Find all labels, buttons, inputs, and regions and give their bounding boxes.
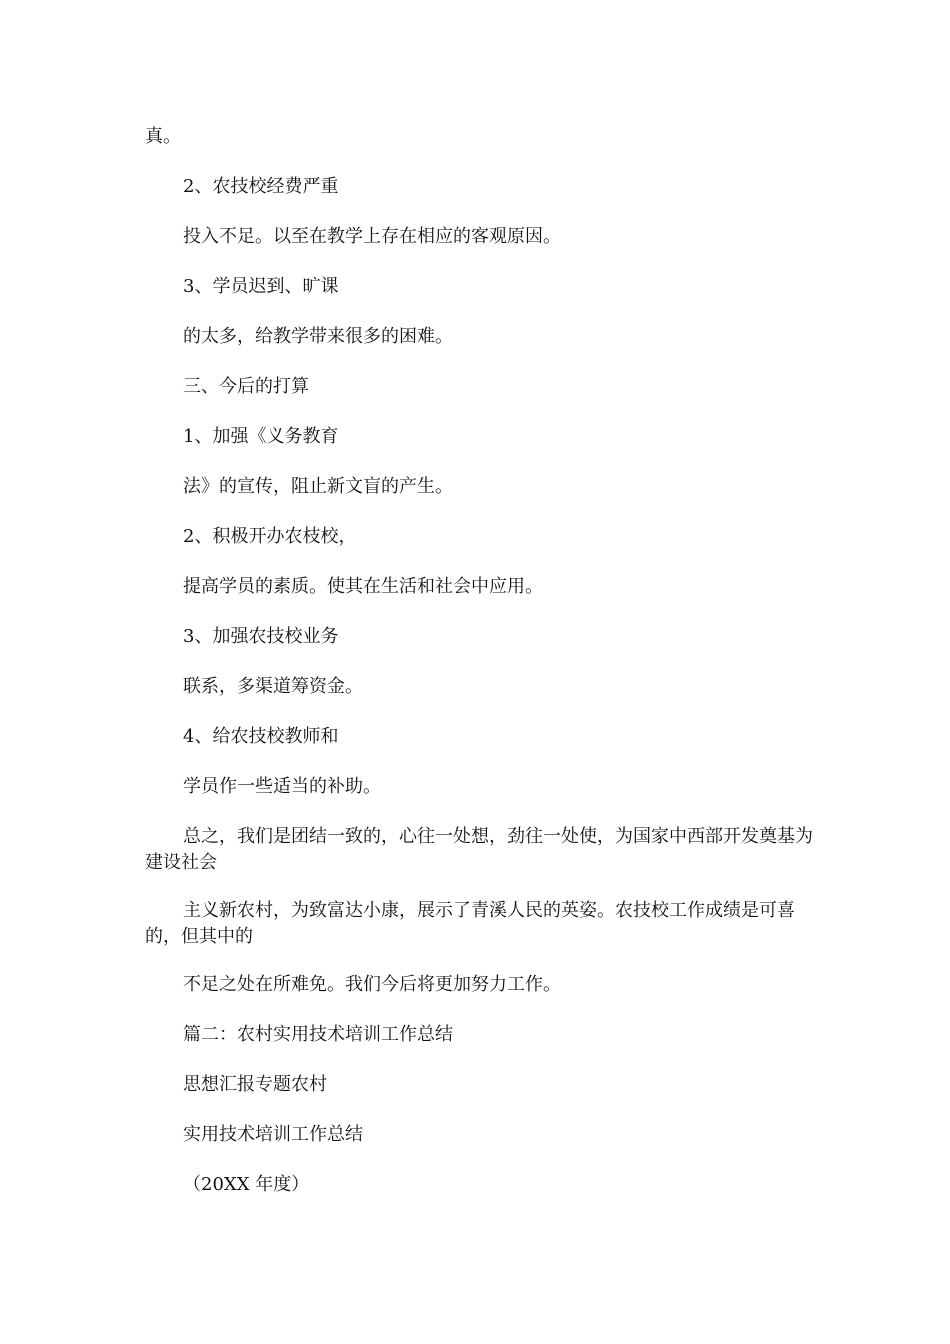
text-line: 的太多，给教学带来很多的困难。 bbox=[183, 326, 453, 347]
summary-paragraph bbox=[145, 824, 815, 876]
summary-paragraph-continued bbox=[145, 898, 815, 950]
report-title: 实用技术培训工作总结 bbox=[183, 1124, 363, 1145]
text-line: 法》的宣传，阻止新文盲的产生。 bbox=[183, 476, 453, 497]
report-year: （20XX 年度） bbox=[183, 1174, 310, 1195]
text-line: 1、加强《义务教育 bbox=[183, 426, 339, 447]
text-line: 学员作一些适当的补助。 bbox=[183, 776, 381, 797]
part-two-heading: 篇二：农村实用技术培训工作总结 bbox=[183, 1024, 453, 1045]
text-line: 3、加强农技校业务 bbox=[183, 626, 339, 647]
text-line: 3、学员迟到、旷课 bbox=[183, 276, 339, 297]
text-line: 投入不足。以至在教学上存在相应的客观原因。 bbox=[183, 226, 561, 247]
text-line: 联系，多渠道筹资金。 bbox=[183, 676, 363, 697]
text-line: 不足之处在所难免。我们今后将更加努力工作。 bbox=[183, 974, 561, 995]
text-line: 提高学员的素质。使其在生活和社会中应用。 bbox=[183, 576, 543, 597]
text-line: 真。 bbox=[145, 126, 181, 147]
section-heading: 三、今后的打算 bbox=[183, 376, 309, 397]
summary-paragraph-text: 总之，我们是团结一致的，心往一处想，劲往一处使，为国家中西部开发奠基为建设社会 bbox=[145, 826, 813, 873]
text-line: 2、农技校经费严重 bbox=[183, 176, 339, 197]
text-line: 2、积极开办农枝校， bbox=[183, 526, 357, 547]
summary-paragraph-continued-text: 主义新农村，为致富达小康，展示了青溪人民的英姿。农技校工作成绩是可喜的，但其中的 bbox=[145, 900, 795, 947]
text-line: 4、给农技校教师和 bbox=[183, 726, 339, 747]
text-line: 思想汇报专题农村 bbox=[183, 1074, 327, 1095]
